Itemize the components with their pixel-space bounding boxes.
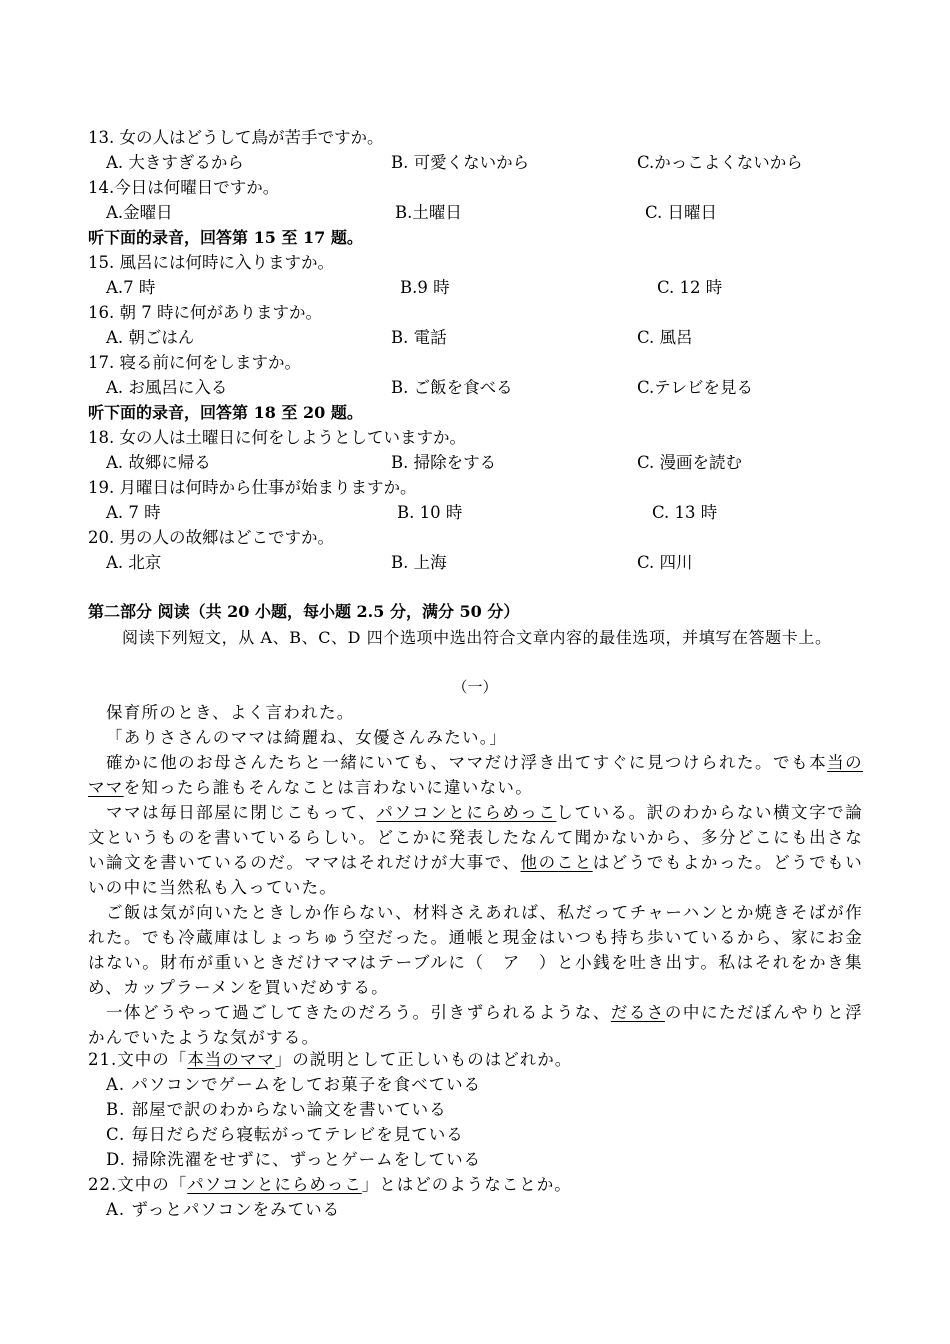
question-17-option-a: A. お風呂に入る — [106, 378, 228, 397]
question-17-option-b: B. ご飯を食べる — [391, 378, 513, 397]
paragraph-6-text-2: の中にただぼんやりと浮かんでいたような気がする。 — [88, 1003, 863, 1047]
passage-paragraph-5: ご飯は気が向いたときしか作らない、材料さえあれば、私だってチャーハンとか焼きそばが作れた。でも冷蔵庫はしょっちゅう空だった。通帳と現金はいつも持ち歩いているから、家にお金はない。財布が重いときだけママはテーブルに（ ア ）と小銭を吐き出す。私はそれをかき集め、カップラーメンを買いだめする。 — [88, 903, 863, 997]
question-22-stem-pre: 22.文中の「 — [88, 1175, 188, 1194]
listening-instruction-15-17: 听下面的录音，回答第 15 至 17 题。 — [88, 228, 363, 247]
question-15-option-b: B.9 時 — [400, 278, 450, 297]
passage-paragraph-3 — [88, 750, 863, 800]
paragraph-4-text-2: している。訳のわからない横文字で論文というものを書いているらしい。どこかに発表したなんて聞かないから、多分どこにも出さない論文を書いているのだ。ママはそれだけが大事で、 — [88, 803, 863, 872]
question-17-stem: 17. 寝る前に何をしますか。 — [88, 353, 301, 372]
question-16-option-a: A. 朝ごはん — [106, 328, 195, 347]
reading-section-title: 第二部分 阅读（共 20 小题，每小题 2.5 分，满分 50 分） — [88, 602, 520, 621]
question-15-stem: 15. 風呂には何時に入りますか。 — [88, 253, 334, 272]
passage-paragraph-4 — [88, 800, 863, 900]
question-19-stem: 19. 月曜日は何時から仕事が始まりますか。 — [88, 478, 417, 497]
question-22-underlined: パソコンとにらめっこ — [187, 1175, 362, 1194]
paragraph-3-text-3: を知ったら誰もそんなことは言わないに違いない。 — [123, 778, 534, 797]
question-15-option-c: C. 12 時 — [657, 278, 723, 297]
question-21-underlined: 本当のママ — [187, 1050, 275, 1069]
question-18-option-b: B. 掃除をする — [391, 453, 497, 472]
passage-paragraph-2: 「ありささんのママは綺麗ね、女優さんみたい。」 — [106, 728, 508, 747]
paragraph-6-text-1: 一体どうやって過ごしてきたのだろう。引きずられるような、 — [106, 1003, 611, 1022]
question-17-option-c: C.テレビを見る — [637, 378, 753, 397]
passage-paragraph-1: 保育所のとき、よく言われた。 — [106, 703, 355, 722]
question-16-option-b: B. 電話 — [391, 328, 447, 347]
question-19-option-b: B. 10 時 — [397, 503, 463, 522]
question-14-stem: 14.今日は何曜日ですか。 — [88, 178, 280, 197]
question-13-option-c: C.かっこよくないから — [637, 153, 803, 172]
question-13-stem: 13. 女の人はどうして鳥が苦手ですか。 — [88, 128, 384, 147]
question-13-option-b: B. 可愛くないから — [391, 153, 530, 172]
question-16-option-c: C. 風呂 — [637, 328, 693, 347]
question-19-option-c: C. 13 時 — [652, 503, 718, 522]
question-14-option-c: C. 日曜日 — [645, 203, 718, 222]
underlined-hoka-no-koto: 他のこと — [520, 853, 593, 872]
passage-paragraph-6 — [88, 1000, 863, 1050]
question-21-option-a: A. パソコンでゲームをしてお菓子を食べている — [106, 1075, 482, 1094]
question-21-option-b: B. 部屋で訳のわからない論文を書いている — [106, 1100, 447, 1119]
question-19-option-a: A. 7 時 — [106, 503, 161, 522]
reading-instruction: 阅读下列短文，从 A、B、C、D 四个选项中选出符合文章内容的最佳选项，并填写在答题卡上。 — [122, 628, 832, 647]
question-18-option-a: A. 故郷に帰る — [106, 453, 211, 472]
question-13-option-a: A. 大きすぎるから — [106, 153, 244, 172]
paragraph-4-text-3: はどうでもよかった。どうでもいいの中に当然私も入っていた。 — [88, 853, 864, 897]
question-21-option-d: D. 掃除洗濯をせずに、ずっとゲームをしている — [106, 1150, 482, 1169]
question-20-option-b: B. 上海 — [391, 553, 447, 572]
question-22-stem-post: 」とはどのようなことか。 — [361, 1175, 572, 1194]
question-15-option-a: A.7 時 — [106, 278, 156, 297]
underlined-darusa: だるさ — [610, 1003, 665, 1022]
question-20-stem: 20. 男の人の故郷はどこですか。 — [88, 528, 334, 547]
question-14-option-a: A.金曜日 — [106, 203, 173, 222]
question-22-stem — [88, 1173, 572, 1197]
question-22-option-a: A. ずっとパソコンをみている — [106, 1200, 341, 1219]
paragraph-4-text-1: ママは毎日部屋に閉じこもって、 — [106, 803, 377, 822]
question-21-option-c: C. 毎日だらだら寝転がってテレビを見ている — [106, 1125, 464, 1144]
paragraph-3-text-2: 本 — [809, 753, 828, 772]
paragraph-3-text-1: 確かに他のお母さんたちと一緒にいても、ママだけ浮き出てすぐに見つけられた。でも — [106, 753, 810, 772]
question-21-stem-post: 」の説明として正しいものはどれか。 — [274, 1050, 573, 1069]
question-20-option-a: A. 北京 — [106, 553, 162, 572]
question-21-stem — [88, 1048, 572, 1072]
question-14-option-b: B.土曜日 — [395, 203, 462, 222]
question-20-option-c: C. 四川 — [637, 553, 693, 572]
underlined-pasokon-to-niramekko: パソコンとにらめっこ — [376, 803, 557, 822]
underlined-hontou-no-mama: 当のママ — [88, 753, 863, 797]
listening-instruction-18-20: 听下面的录音，回答第 18 至 20 题。 — [88, 403, 363, 422]
question-18-option-c: C. 漫画を読む — [637, 453, 743, 472]
question-16-stem: 16. 朝 7 時に何がありますか。 — [88, 303, 322, 322]
question-18-stem: 18. 女の人は土曜日に何をしようとしていますか。 — [88, 428, 466, 447]
question-21-stem-pre: 21.文中の「 — [88, 1050, 188, 1069]
passage-number: （一） — [452, 678, 498, 696]
